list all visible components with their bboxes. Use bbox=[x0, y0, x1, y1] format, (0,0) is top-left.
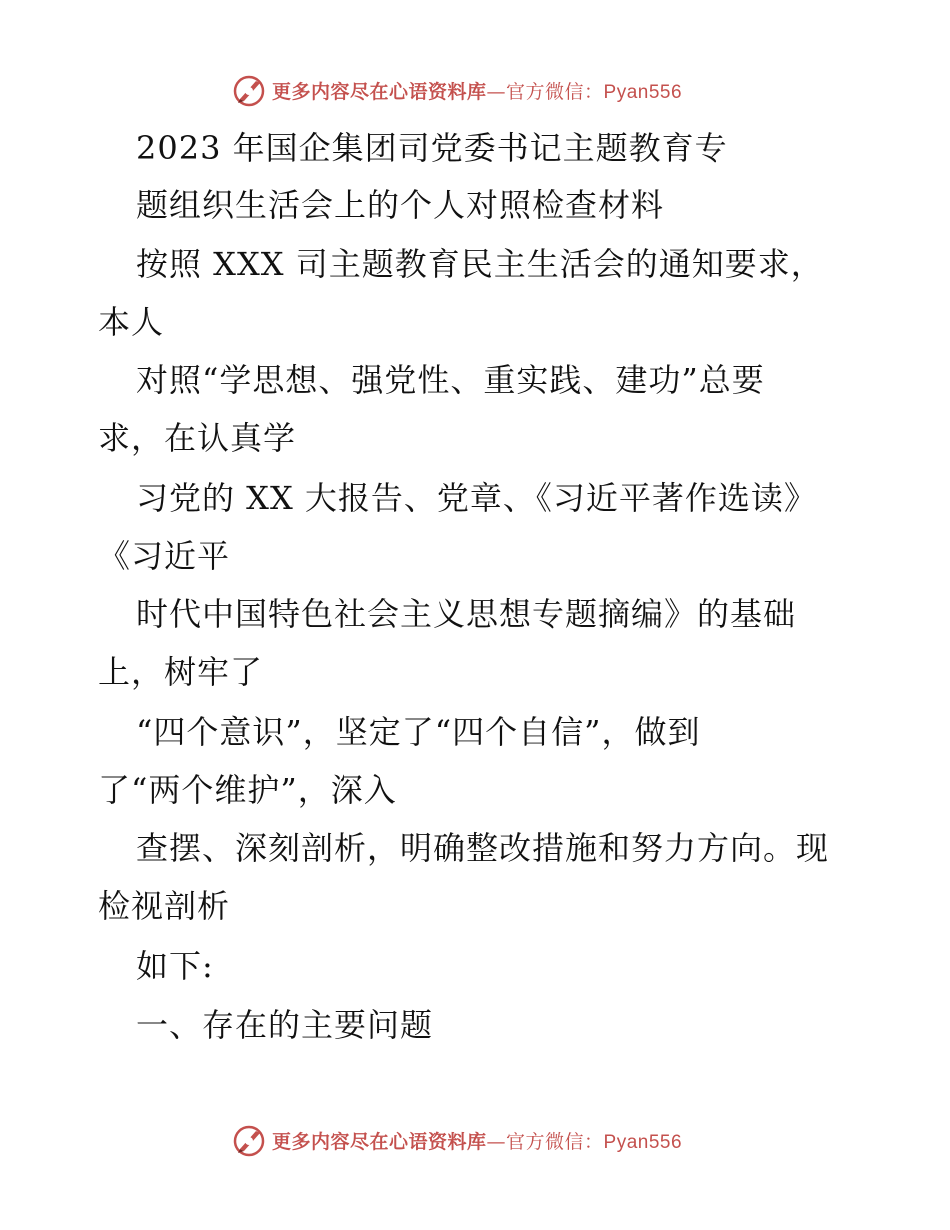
body-line: 按照 XXX 司主题教育民主生活会的通知要求， bbox=[136, 245, 824, 283]
banner-separator: — bbox=[486, 80, 507, 103]
body-line: 习党的 XX 大报告、党章、《习近平著作选读》 bbox=[136, 479, 817, 517]
banner-wechat-label: 官方微信： bbox=[506, 1130, 604, 1153]
banner-main-text: 更多内容尽在心语资料库 bbox=[272, 1130, 487, 1153]
body-line: “四个意识”，坚定了“四个自信”，做到 bbox=[136, 713, 701, 751]
title-line-2: 题组织生活会上的个人对照检查材料 bbox=[136, 186, 665, 224]
section-heading: 一、存在的主要问题 bbox=[136, 1006, 434, 1044]
banner-wechat-id: Pyan556 bbox=[603, 81, 683, 103]
banner-wechat-id: Pyan556 bbox=[603, 1131, 683, 1153]
pen-logo-icon bbox=[232, 1123, 266, 1157]
body-line: 如下: bbox=[136, 947, 214, 985]
body-line: 本人 bbox=[98, 303, 165, 341]
banner-wechat-label: 官方微信： bbox=[506, 80, 604, 103]
title-line-1: 2023 年国企集团司党委书记主题教育专 bbox=[136, 129, 728, 167]
body-line: 查摆、深刻剖析，明确整改措施和努力方向。现 bbox=[136, 829, 830, 867]
body-line: 检视剖析 bbox=[98, 887, 231, 925]
banner-separator: — bbox=[486, 1130, 507, 1153]
body-line: 对照“学思想、强党性、重实践、建功”总要 bbox=[136, 361, 765, 399]
body-line: 求，在认真学 bbox=[98, 419, 297, 457]
body-line: 《习近平 bbox=[98, 537, 231, 575]
footer-banner bbox=[232, 1122, 682, 1158]
body-line: 上，树牢了 bbox=[98, 653, 264, 691]
header-banner bbox=[232, 72, 682, 108]
body-line: 了“两个维护”，深入 bbox=[98, 771, 397, 809]
body-line: 时代中国特色社会主义思想专题摘编》的基础 bbox=[136, 595, 797, 633]
pen-logo-icon bbox=[232, 73, 266, 107]
banner-main-text: 更多内容尽在心语资料库 bbox=[272, 80, 487, 103]
